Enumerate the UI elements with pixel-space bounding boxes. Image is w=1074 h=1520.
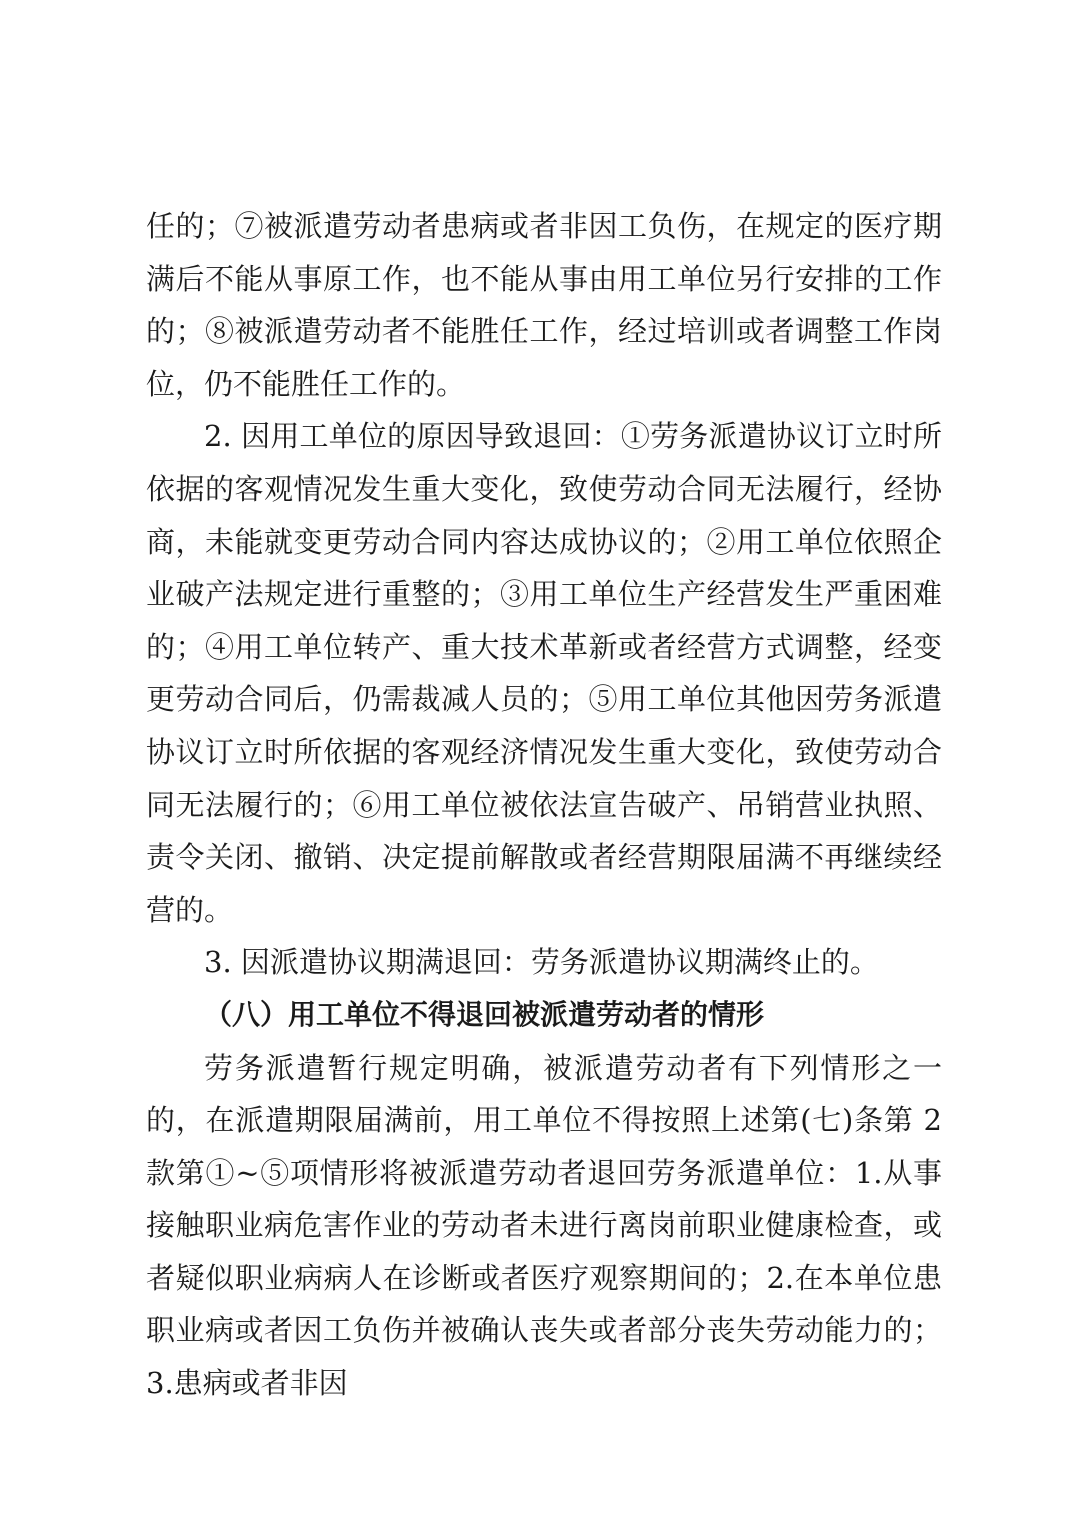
paragraph-continued-dismissal-conditions: 任的；⑦被派遣劳动者患病或者非因工负伤，在规定的医疗期满后不能从事原工作，也不能从事由用工单位另行安排的工作的；⑧被派遣劳动者不能胜任工作，经过培训或者调整工作岗位，仍不能胜任工作的。 — [146, 209, 942, 401]
paragraph-employer-reasons-return: 2. 因用工单位的原因导致退回：①劳务派遣协议订立时所依据的客观情况发生重大变化，致使劳动合同无法履行，经协商，未能就变更劳动合同内容达成协议的；②用工单位依照企业破产法规定进行重整的；③用工单位生产经营发生严重困难的；④用工单位转产、重大技术革新或者经营方式调整，经变更劳动合同后，仍需裁减人员的；⑤用工单位其他因劳务派遣协议订立时所依据的客观经济情况发生重大变化，致使劳动合同无法履行的；⑥用工单位被依法宣告破产、吊销营业执照、责令关闭、撤销、决定提前解散或者经营期限届满不再继续经营的。 — [146, 419, 942, 927]
paragraph-no-return-conditions: 劳务派遣暂行规定明确，被派遣劳动者有下列情形之一的，在派遣期限届满前，用工单位不得按照上述第(七)条第 2 款第①~⑤项情形将被派遣劳动者退回劳务派遣单位：1.从事接触职业病危害作业的劳动者未进行离岗前职业健康检查，或者疑似职业病病人在诊断或者医疗观察期间的；2.在本单位患职业病或者因工负伤并被确认丧失或者部分丧失劳动能力的；3.患病或者非因 — [146, 1050, 942, 1401]
section-heading-8: （八）用工单位不得退回被派遣劳动者的情形 — [204, 997, 765, 1031]
paragraph-agreement-expiry-return: 3. 因派遣协议期满退回：劳务派遣协议期满终止的。 — [204, 945, 879, 980]
document-body — [146, 200, 942, 1410]
